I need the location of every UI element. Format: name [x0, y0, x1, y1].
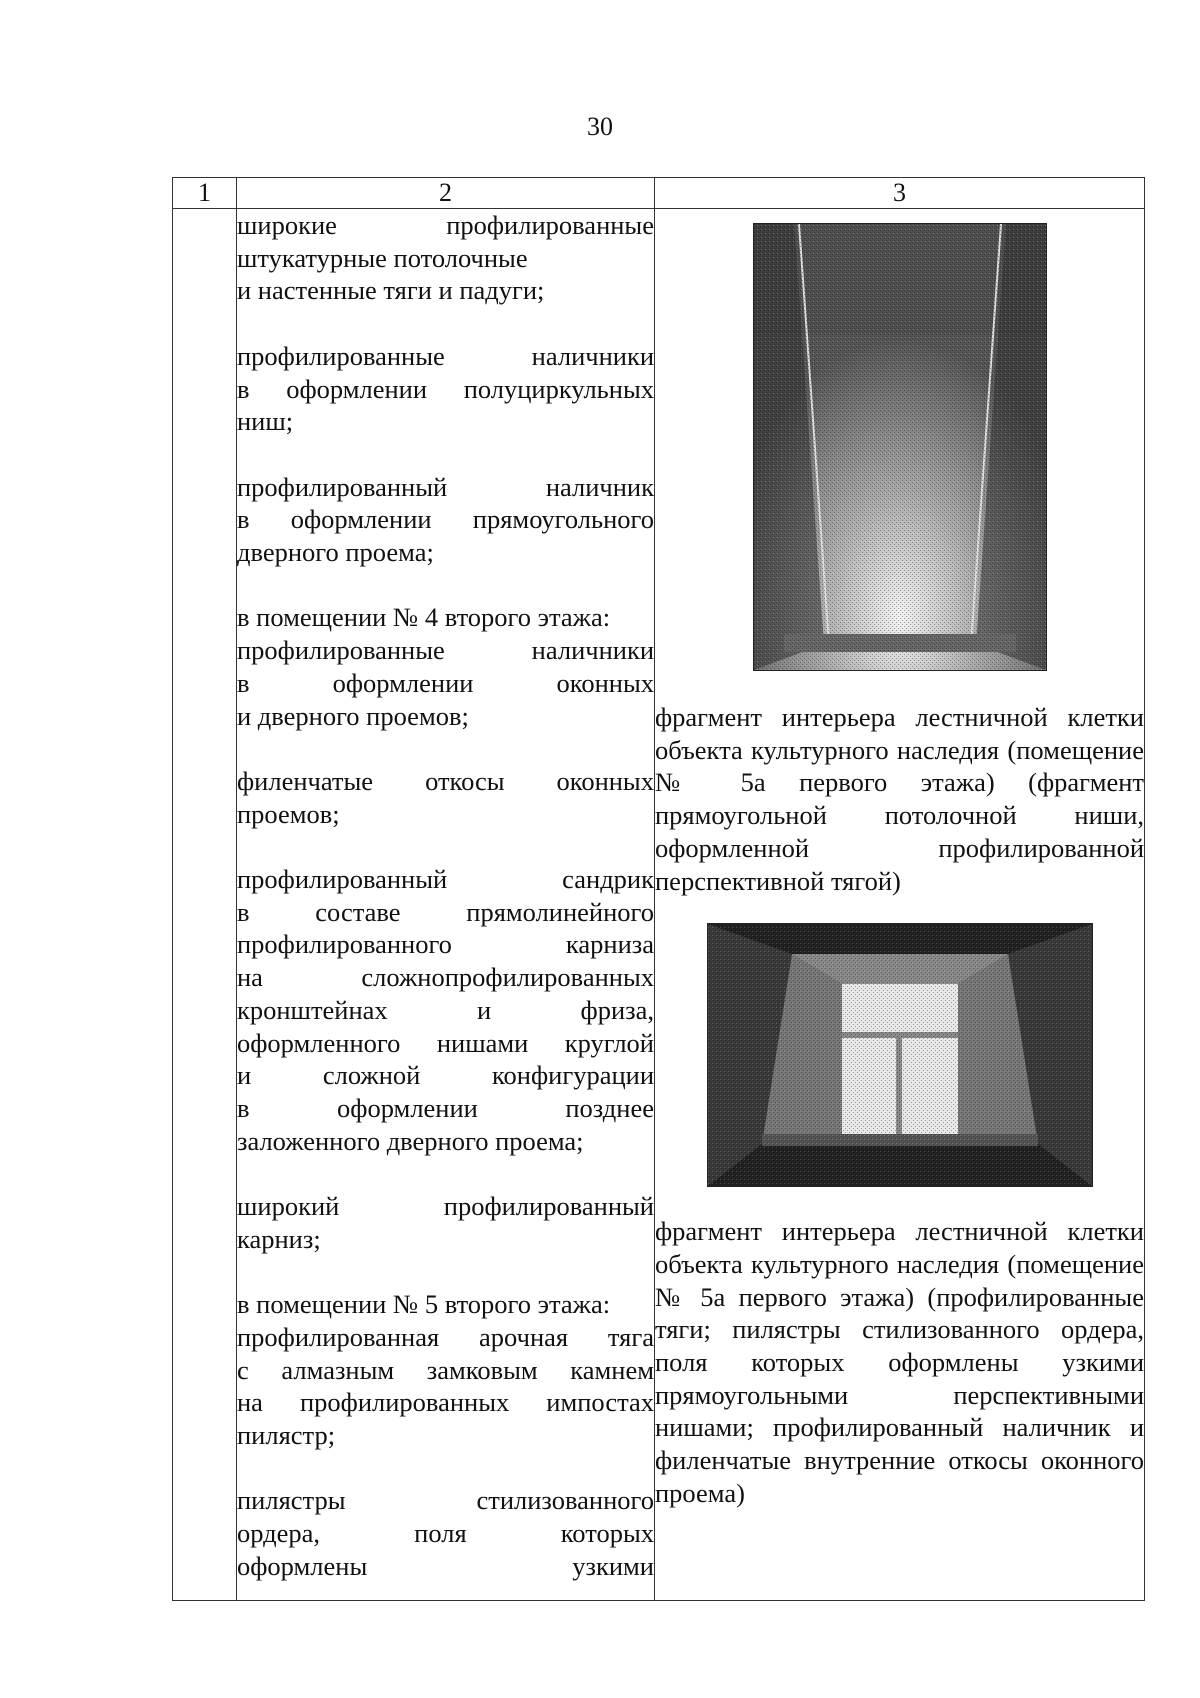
text-line: в помещении № 5 второго этажа:: [237, 1289, 611, 1320]
text-line: профилированный наличник: [237, 471, 654, 502]
text-line: дверного проема;: [237, 537, 434, 567]
text-line: оформлены узкими: [237, 1550, 654, 1581]
description-block-5: [237, 765, 654, 830]
col2-description-cell: [237, 209, 655, 1601]
text-line: в составе прямолинейного: [237, 896, 654, 927]
text-line: пилястры стилизованного: [237, 1485, 654, 1516]
description-block-8: [237, 1288, 654, 1452]
page-number: 30: [587, 112, 613, 141]
text-line: кронштейнах и фриза,: [237, 994, 654, 1025]
text-line: профилированные наличники: [237, 340, 654, 371]
text-line: и сложной конфигурации: [237, 1060, 654, 1091]
description-block-4: [237, 601, 654, 732]
text-line: заложенного дверного проема;: [237, 1125, 584, 1156]
table-header-row: [173, 178, 1145, 209]
text-line: филенчатые откосы оконных: [237, 765, 654, 796]
window-opening-photo: [707, 923, 1093, 1187]
header-col-2: 2: [237, 178, 655, 209]
text-line: на сложнопрофилированных: [237, 962, 654, 993]
text-line: оформленного нишами круглой: [237, 1027, 654, 1058]
description-block-3: [237, 471, 654, 569]
text-line: в помещении № 4 второго этажа:: [237, 602, 611, 633]
text-line: в оформлении полуциркульных: [237, 373, 654, 404]
text-line: с алмазным замковым камнем: [237, 1354, 654, 1385]
text-line: проемов;: [237, 798, 340, 829]
header-col-3: 3: [655, 178, 1145, 209]
photo-caption: фрагмент интерьера лестничной клетки объекта культурного наследия (помещение № 5а первого этажа) (фрагмент прямоугольной потолочной ниши, оформленной профилированной перспективной тягой): [655, 702, 1144, 896]
text-line: пилястр;: [237, 1419, 336, 1450]
text-line: профилированного карниза: [237, 929, 654, 960]
description-block-7: [237, 1190, 654, 1255]
description-block-6: [237, 863, 654, 1157]
text-line: профилированная арочная тяга: [237, 1321, 654, 1352]
text-line: и настенные тяги и падуги;: [237, 275, 545, 306]
ceiling-niche-photo: [753, 223, 1047, 671]
description-block-9: [237, 1484, 654, 1582]
text-line: профилированный сандрик: [237, 863, 654, 894]
table-row: [173, 209, 1145, 1601]
text-line: широкий профилированный: [237, 1191, 654, 1221]
heritage-elements-table: [172, 177, 1145, 1601]
text-line: широкие профилированные штукатурные потолочные: [237, 210, 654, 273]
text-line: в оформлении прямоугольного: [237, 504, 654, 535]
text-line: и дверного проемов;: [237, 700, 469, 731]
text-line: профилированные наличники: [237, 635, 654, 666]
description-block-1: [237, 209, 654, 307]
col3-illustrations-cell: [655, 209, 1145, 1601]
text-line: на профилированных импостах: [237, 1387, 654, 1418]
col1-cell: [173, 209, 237, 1601]
text-line: ордера, поля которых: [237, 1518, 654, 1548]
description-block-2: [237, 340, 654, 438]
text-line: в оформлении оконных: [237, 667, 654, 698]
text-line: в оформлении позднее: [237, 1092, 654, 1123]
photo-caption: фрагмент интерьера лестничной клетки объекта культурного наследия (помещение № 5а первого этажа) (профилированные тяги; пилястры стилизованного ордера, поля которых оформлены узкими прямоугольными перспективными нишами; профилированный наличник и филенчатые внутренние откосы оконного проема): [655, 1216, 1144, 1508]
text-line: ниш;: [237, 406, 294, 437]
text-line: карниз;: [237, 1223, 321, 1254]
header-col-1: 1: [173, 178, 237, 209]
